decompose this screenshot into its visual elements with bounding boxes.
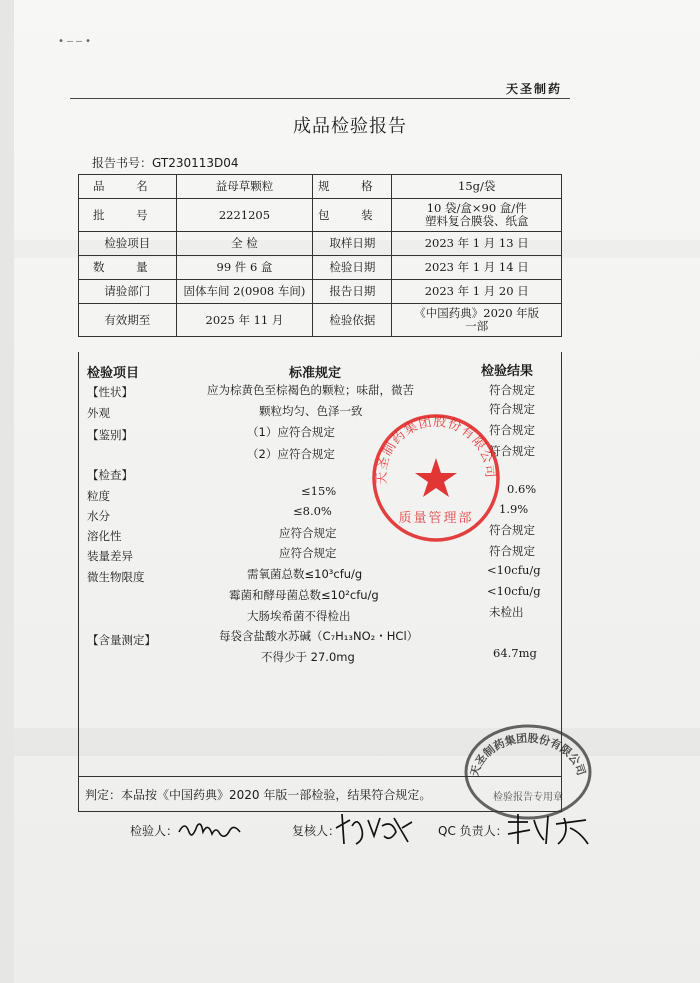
col-header-result: 检验结果 — [481, 364, 534, 379]
basis-line-1: 《中国药典》2020 年版 — [414, 306, 540, 320]
basis-value — [392, 304, 562, 337]
test-item-value: 全 检 — [176, 232, 313, 256]
quality-dept-stamp — [368, 410, 504, 546]
batch-value: 2221205 — [176, 199, 313, 232]
basis-label: 检验依据 — [313, 304, 392, 337]
result-standard: 大肠埃希菌不得检出 — [247, 609, 351, 623]
result-standard: （2）应符合规定 — [247, 447, 335, 461]
reviewer-label: 复核人： — [292, 824, 341, 838]
result-value: 0.6% — [507, 482, 537, 496]
info-table — [78, 174, 562, 337]
report-number: 报告书号：GT230113D04 — [92, 156, 239, 170]
report-date-label: 报告日期 — [313, 280, 392, 304]
package-value — [392, 199, 562, 232]
reviewer-signature — [332, 806, 416, 850]
spec-label: 规 格 — [313, 175, 392, 199]
result-value: 64.7mg — [493, 646, 537, 660]
small-stamp-inner-text: 检验报告专用章 — [493, 792, 563, 803]
small-stamp-ring-text: 天圣制药集团股份有限公司 — [468, 731, 588, 778]
col-header-item: 检验项目 — [87, 366, 140, 381]
inspector-label: 检验人： — [130, 824, 179, 838]
result-value: 符合规定 — [489, 402, 535, 416]
package-label: 包 装 — [313, 199, 392, 232]
result-value: 符合规定 — [489, 444, 535, 458]
quantity-value: 99 件 6 盒 — [176, 256, 313, 280]
test-date-value: 2023 年 1 月 14 日 — [392, 256, 562, 280]
dept-value: 固体车间 2(0908 车间) — [176, 280, 313, 304]
corner-mark: •——• — [58, 36, 95, 47]
package-line-1: 10 袋/盒×90 盒/件 — [426, 201, 527, 215]
qc-signature — [504, 810, 594, 850]
result-item: 粒度 — [87, 489, 110, 503]
result-item: 溶化性 — [87, 529, 122, 543]
test-date-label: 检验日期 — [313, 256, 392, 280]
result-value: <10cfu/g — [487, 563, 541, 577]
result-standard: 不得少于 27.0mg — [261, 650, 355, 664]
result-standard: 每袋含盐酸水苏碱（C₇H₁₃NO₂・HCl） — [219, 629, 419, 643]
inspector-signature — [176, 814, 246, 844]
result-value: 未检出 — [489, 605, 524, 619]
conclusion-text: 判定：本品按《中国药典》2020 年版一部检验，结果符合规定。 — [85, 788, 432, 802]
result-standard: 应符合规定 — [279, 526, 337, 540]
result-item: 微生物限度 — [87, 570, 145, 584]
result-standard: ≤8.0% — [293, 504, 332, 518]
qc-label: QC 负责人： — [438, 824, 508, 838]
result-standard: 应符合规定 — [279, 546, 337, 560]
brand-name: 天圣制药 — [505, 82, 562, 96]
package-line-2: 塑料复合膜袋、纸盒 — [424, 214, 529, 228]
header-divider — [70, 98, 570, 99]
result-value: 符合规定 — [489, 523, 535, 537]
result-standard: 应为棕黄色至棕褐色的颗粒；味甜，微苦 — [207, 383, 414, 397]
product-name-value: 益母草颗粒 — [176, 175, 313, 199]
result-value: 符合规定 — [489, 544, 535, 558]
report-seal-stamp — [462, 722, 594, 822]
expiry-value: 2025 年 11 月 — [176, 304, 313, 337]
page-edge — [0, 0, 14, 983]
result-item: 外观 — [87, 406, 110, 420]
test-item-label: 检验项目 — [79, 232, 177, 256]
result-value: 符合规定 — [489, 383, 535, 397]
result-item: 装量差异 — [87, 549, 133, 563]
result-item: 【含量测定】 — [87, 633, 156, 647]
expiry-label: 有效期至 — [79, 304, 177, 337]
result-item: 【检查】 — [87, 468, 133, 482]
result-item: 【性状】 — [87, 385, 133, 399]
stamp-ring-text: 天圣制药集团股份有限公司 — [374, 414, 498, 486]
stamp-inner-text: 质量管理部 — [398, 511, 474, 526]
result-standard: 颗粒均匀、色泽一致 — [259, 404, 363, 418]
page-title: 成品检验报告 — [293, 116, 407, 137]
report-date-value: 2023 年 1 月 20 日 — [392, 280, 562, 304]
result-standard: 霉菌和酵母菌总数≤10²cfu/g — [229, 588, 379, 602]
star-icon — [415, 458, 457, 497]
result-value: 1.9% — [499, 502, 529, 516]
result-value: 符合规定 — [489, 423, 535, 437]
sampling-date-value: 2023 年 1 月 13 日 — [392, 232, 562, 256]
result-value: <10cfu/g — [487, 584, 541, 598]
result-standard: （1）应符合规定 — [247, 425, 335, 439]
product-name-label: 品 名 — [79, 175, 177, 199]
result-item: 【鉴别】 — [87, 428, 133, 442]
dept-label: 请验部门 — [79, 280, 177, 304]
result-item: 水分 — [87, 509, 110, 523]
sampling-date-label: 取样日期 — [313, 232, 392, 256]
batch-label: 批 号 — [79, 199, 177, 232]
spec-value: 15g/袋 — [392, 175, 562, 199]
basis-line-2: 一部 — [465, 319, 489, 333]
result-standard: 需氧菌总数≤10³cfu/g — [247, 567, 363, 581]
quantity-label: 数 量 — [79, 256, 177, 280]
col-header-standard: 标准规定 — [289, 366, 342, 381]
result-standard: ≤15% — [301, 484, 337, 498]
